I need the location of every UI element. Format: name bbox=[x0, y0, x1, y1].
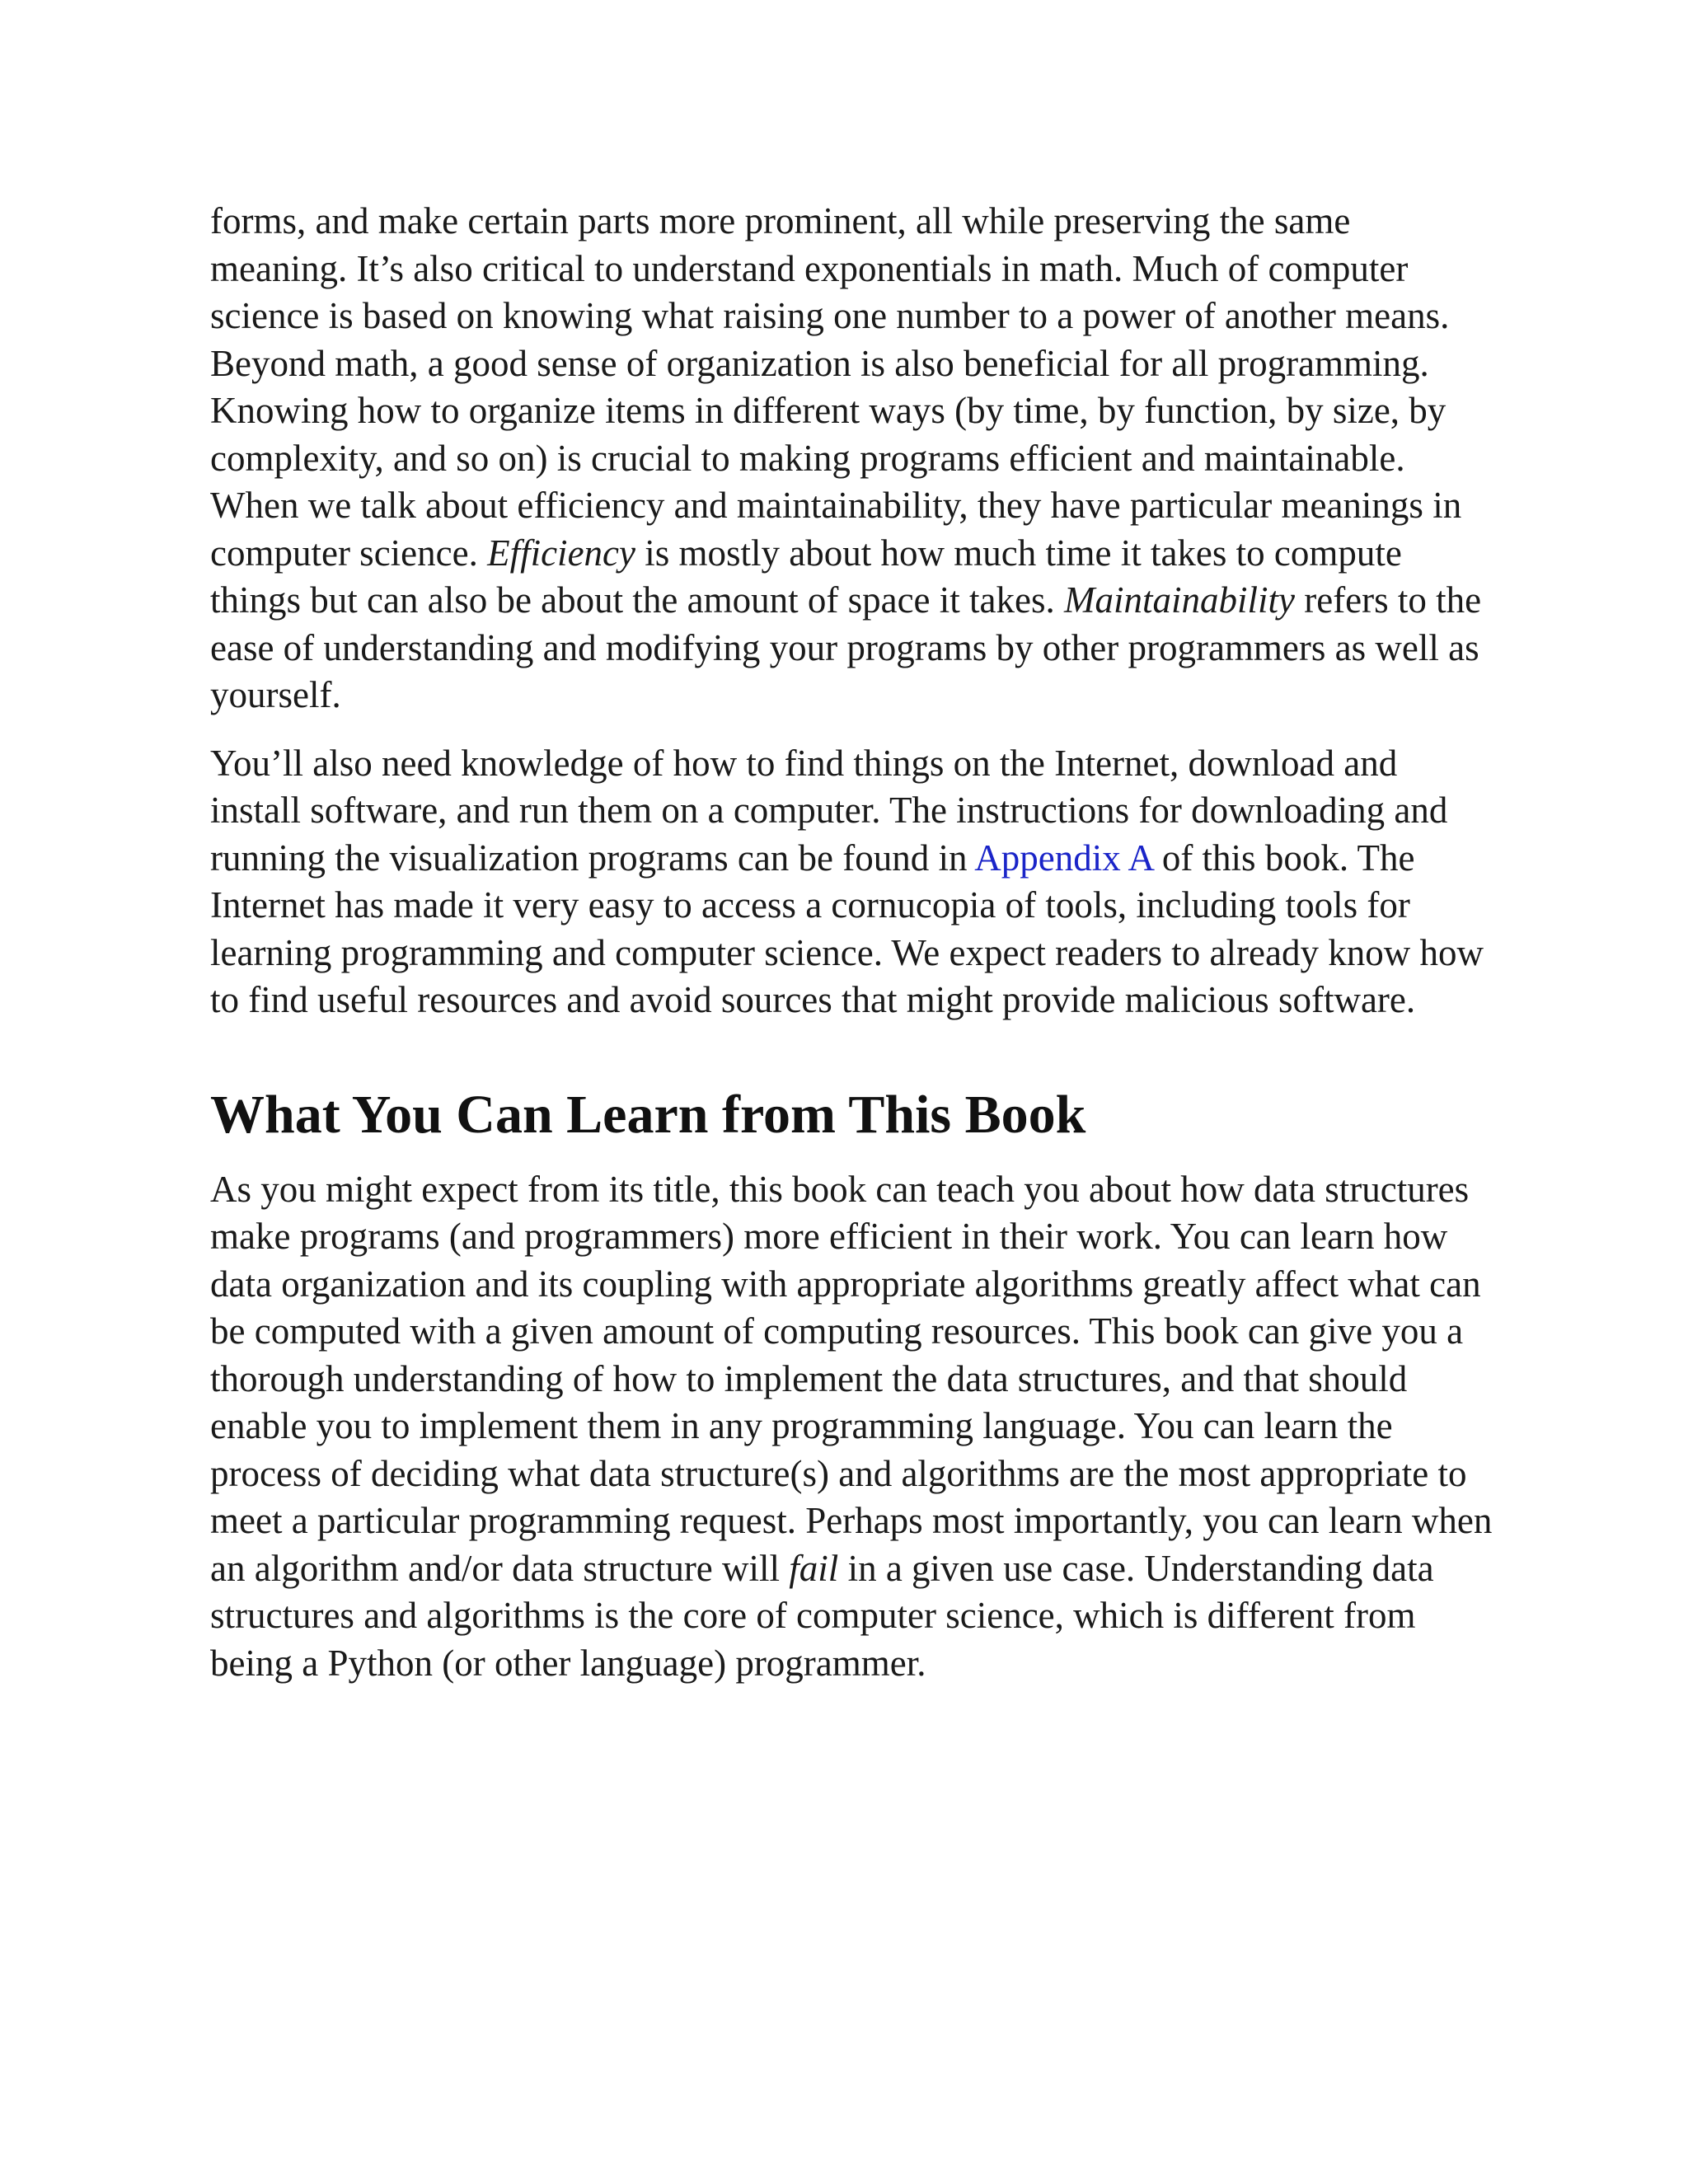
paragraph-text: is mostly about how much time it takes to compute things but can also be about the amount of space it takes. bbox=[210, 532, 1402, 621]
section-heading: What You Can Learn from This Book bbox=[210, 1084, 1086, 1145]
paragraph-text: refers to the ease of understanding and modifying your programs by other programmers as well as yourself. bbox=[210, 579, 1482, 715]
paragraph-text: As you might expect from its title, this book can teach you about how data structures make programs (and programmers) more efficient in their work. You can learn how data organization and its coupling with appropriate algorithms greatly affect what can be computed with a given amount of computing resources. This book can give you a thorough understanding of how to implement the data structures, and that should enable you to implement them in any programming language. You can learn the process of deciding what data structure(s) and algorithms are the most appropriate to meet a particular programming request. Perhaps most importantly, you can learn when an algorithm and/or data structure will bbox=[210, 1168, 1493, 1589]
paragraph-text: of this book. The Internet has made it very easy to access a cornucopia of tools, including tools for learning programming and computer science. We expect readers to already know how to find useful resources and avoid sources that might provide malicious software. bbox=[210, 837, 1484, 1020]
term-maintainability: Maintainability bbox=[1064, 579, 1295, 621]
paragraph-text: forms, and make certain parts more prominent, all while preserving the same meaning. It’s also critical to understand exponentials in math. Much of computer science is based on knowing what raising one number to a power of another means. Beyond math, a good sense of organization is also beneficial for all programming. Knowing how to organize items in different ways (by time, by function, by size, by complexity, and so on) is crucial to making programs efficient and maintainable. When we talk about efficiency and maintainability, they have particular meanings in computer science. bbox=[210, 200, 1462, 574]
paragraph-text: You’ll also need knowledge of how to find things on the Internet, download and install software, and run them on a computer. The instructions for downloading and running the visualization programs can be found in bbox=[210, 742, 1448, 879]
book-page bbox=[210, 198, 1496, 1687]
paragraph-what-you-can-learn bbox=[210, 1166, 1496, 1688]
paragraph-prerequisites-internet bbox=[210, 740, 1496, 1024]
paragraph-prerequisites-math bbox=[210, 198, 1496, 719]
appendix-a-link[interactable]: Appendix A bbox=[974, 837, 1153, 879]
paragraph-text: in a given use case. Understanding data structures and algorithms is the core of computer science, which is different from being a Python (or other language) programmer. bbox=[210, 1547, 1434, 1684]
term-fail: fail bbox=[789, 1547, 839, 1589]
term-efficiency: Efficiency bbox=[487, 532, 635, 574]
